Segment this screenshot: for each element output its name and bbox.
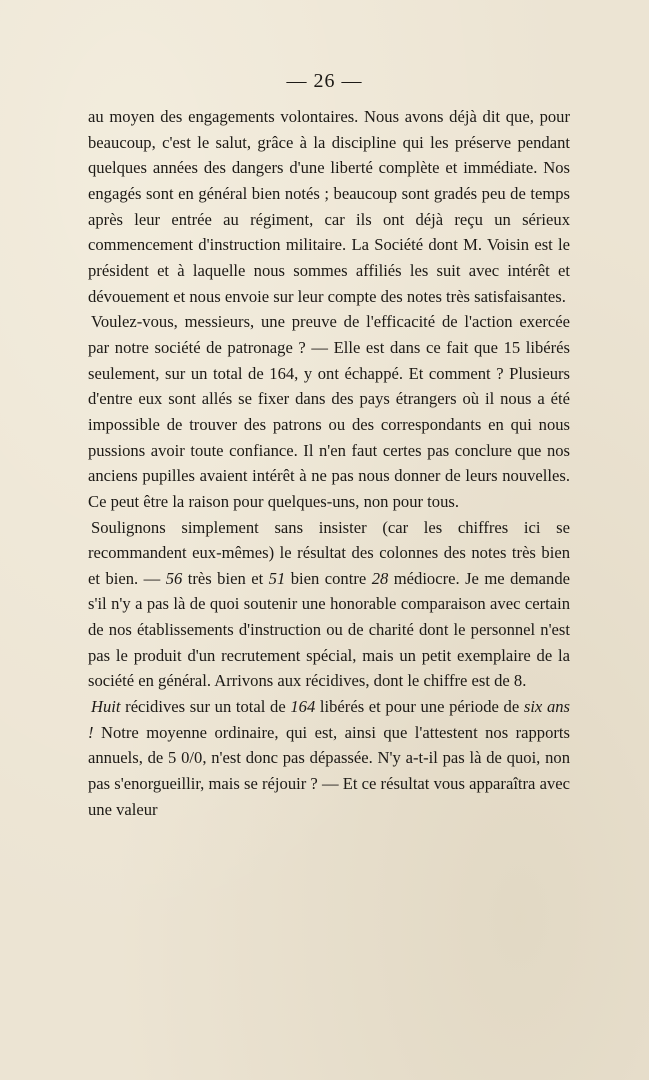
page-number: — 26 — <box>286 70 363 92</box>
paragraph <box>88 309 570 514</box>
text-run: médiocre. Je me demande s'il n'y a pas là de quoi soutenir une honorable comparaison avec certain de nos établissements d'instruction ou de charité dont le personnel n'est pas le produit d'un recrutement spécial, mais un petit exemplaire de la société en général. Arrivons aux récidives, dont le chiffre est de 8. <box>88 568 571 691</box>
text-run: bien contre <box>285 568 372 588</box>
italic-number: 56 <box>165 568 183 588</box>
italic-number: 164 <box>290 697 316 717</box>
body-text <box>88 104 570 822</box>
text-run: Notre moyenne ordinaire, qui est, ainsi que l'attestent nos rapports annuels, de 5 0/0, n'est donc pas dépassée. N'y a-t-il pas là de quoi, non pas s'enorgueillir, mais se réjouir ? — Et ce résultat vous apparaîtra avec une valeur <box>88 722 570 819</box>
paragraph <box>88 515 570 695</box>
italic-phrase: six ans ! <box>88 697 570 742</box>
italic-number: 51 <box>268 568 286 588</box>
text-run: Soulignons simplement sans insister (car les chiffres ici se recommandent eux-mêmes) le résultat des colonnes des notes très bien et bien. — <box>88 517 570 588</box>
text-run: Voulez-vous, messieurs, une preuve de l'efficacité de l'action exercée par notre société de patronage ? — Elle est dans ce fait que 15 libérés seulement, sur un total de 164, y ont échappé. Et comment ? Plusieurs d'entre eux sont allés se fixer dans des pays étrangers où il nous a été impossible de trouver des patrons ou des correspondants en qui nous pussions avoir toute confiance. Il n'en faut certes pas conclure que nos anciens pupilles avaient intérêt à ne pas nous donner de leurs nouvelles. Ce peut être la raison pour quelques-uns, non pour tous. <box>88 312 570 511</box>
text-run: très bien et <box>182 568 269 588</box>
italic-word: Huit <box>91 697 121 717</box>
text-run: au moyen des engagements volontaires. Nous avons déjà dit que, pour beaucoup, c'est le salut, grâce à la discipline qui les préserve pendant quelques années des dangers d'une liberté complète et immédiate. Nos engagés sont en général bien notés ; beaucoup sont gradés peu de temps après leur entrée au régiment, car ils ont déjà reçu un sérieux commencement d'instruction militaire. La Société dont M. Voisin est le président et à laquelle nous sommes affiliés les suit avec intérêt et dévouement et nous envoie sur leur compte des notes très satisfaisantes. <box>88 107 570 306</box>
text-run: récidives sur un total de <box>120 697 291 717</box>
paragraph <box>88 104 570 309</box>
paragraph <box>88 694 570 822</box>
text-run: libérés et pour une période de <box>315 697 524 717</box>
italic-number: 28 <box>371 568 389 588</box>
